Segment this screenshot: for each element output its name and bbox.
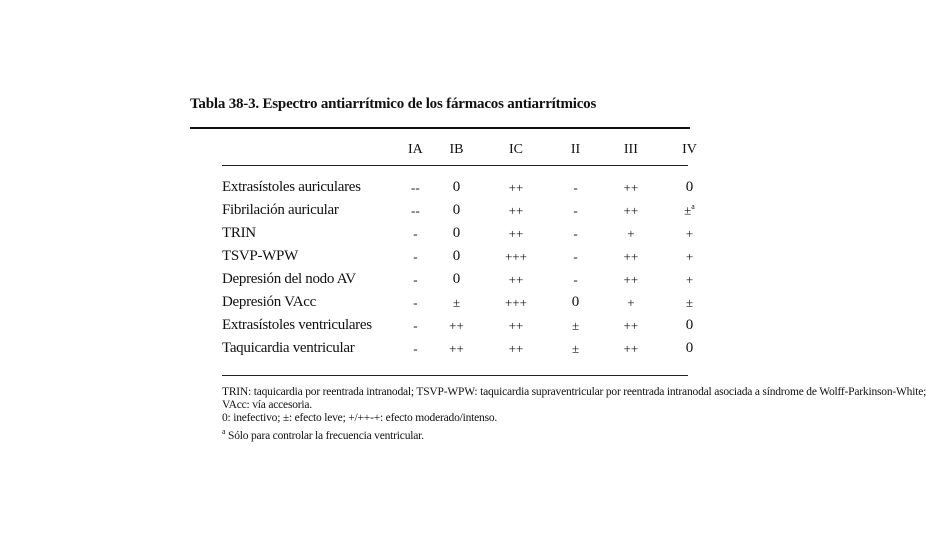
cell-ia: -- <box>411 179 420 195</box>
col-header-iii: III <box>623 142 638 157</box>
cell-ib: 0 <box>452 271 461 287</box>
col-header-ia: IA <box>407 142 423 157</box>
header-spacer <box>222 138 401 162</box>
table-row <box>222 337 720 360</box>
cell-ib: 0 <box>452 248 461 264</box>
cell-iv <box>659 199 720 222</box>
cell-iii: ++ <box>623 179 639 195</box>
cell-ii: - <box>573 248 578 264</box>
cell-ic: +++ <box>504 294 527 310</box>
cell-ic: ++ <box>508 179 524 195</box>
cell-iii: + <box>627 294 635 310</box>
table-row <box>222 245 720 268</box>
note-footnote-text: Sólo para controlar la frecuencia ventricular. <box>225 429 424 442</box>
col-header-ii: II <box>570 142 581 157</box>
row-label: Extrasístoles ventriculares <box>222 317 372 333</box>
cell-ib: ± <box>452 294 461 310</box>
table-row <box>222 268 720 291</box>
row-label: TSVP-WPW <box>222 248 298 264</box>
cell-iv: 0 <box>685 317 694 333</box>
table-notes <box>222 386 926 443</box>
cell-ib: ++ <box>449 317 464 333</box>
cell-iii: ++ <box>623 248 639 264</box>
cell-ii: ± <box>571 340 580 356</box>
cell-ia: - <box>413 317 418 333</box>
cell-iv: 0 <box>685 340 694 356</box>
cell-ia: - <box>413 248 418 264</box>
cell-ia: - <box>413 271 418 287</box>
cell-iv: ± <box>685 294 694 310</box>
cell-ib: 0 <box>452 202 461 218</box>
cell-iv-value: ± <box>684 202 692 218</box>
table-title: Tabla 38-3. Espectro antiarrítmico de los fármacos antiarrítmicos <box>190 96 597 112</box>
cell-iii: ++ <box>623 317 639 333</box>
cell-ib: 0 <box>452 179 461 195</box>
row-label: Fibrilación auricular <box>222 202 339 218</box>
cell-ii: ± <box>571 317 580 333</box>
note-footnote <box>222 425 692 443</box>
cell-ic: ++ <box>508 340 524 356</box>
table-row <box>222 162 720 199</box>
cell-ib: 0 <box>452 225 461 241</box>
col-header-ib: IB <box>449 142 464 157</box>
cell-ic: ++ <box>508 225 524 241</box>
note-abbrev-2: VAcc: vía accesoria. <box>222 399 312 411</box>
cell-ic: ++ <box>508 317 524 333</box>
cell-ic: ++ <box>508 271 524 287</box>
bottom-rule <box>222 375 688 376</box>
row-label: TRIN <box>222 225 256 241</box>
row-label: Taquicardia ventricular <box>222 340 355 356</box>
cell-ib: ++ <box>449 340 464 356</box>
cell-iii: ++ <box>623 340 639 356</box>
row-label: Depresión del nodo AV <box>222 271 356 287</box>
table-row <box>222 291 720 314</box>
cell-ii: 0 <box>571 294 580 310</box>
antiarrhythmic-table <box>222 138 720 360</box>
cell-iv: + <box>685 271 694 287</box>
cell-ia: -- <box>411 202 420 218</box>
cell-ia: - <box>413 225 418 241</box>
table-row <box>222 199 720 222</box>
col-header-ic: IC <box>508 142 523 157</box>
cell-iii: ++ <box>623 271 639 287</box>
cell-ia: - <box>413 294 418 310</box>
note-legend: 0: inefectivo; ±: efecto leve; +/++-+: efecto moderado/intenso. <box>222 412 498 424</box>
footnote-marker: a <box>691 202 695 212</box>
cell-iii: + <box>627 225 635 241</box>
header-row <box>222 138 720 162</box>
note-abbrev-1: TRIN: taquicardia por reentrada intranodal; TSVP-WPW: taquicardia supraventricular por reentrada intranodal asociada a síndrome de Wolff-Parkinson-White; <box>222 386 926 398</box>
top-rule <box>190 127 690 129</box>
cell-ic: ++ <box>508 202 524 218</box>
cell-ic: +++ <box>504 248 527 264</box>
cell-ia: - <box>413 340 418 356</box>
row-label: Extrasístoles auriculares <box>222 179 361 195</box>
cell-iv: + <box>685 248 694 264</box>
cell-ii: - <box>573 179 578 195</box>
note-footnote-marker: a <box>222 427 226 436</box>
table-row <box>222 314 720 337</box>
table-row <box>222 222 720 245</box>
cell-ii: - <box>573 271 578 287</box>
cell-iv: + <box>685 225 694 241</box>
cell-iv: 0 <box>685 179 694 195</box>
cell-ii: - <box>573 202 578 218</box>
cell-ii: - <box>573 225 578 241</box>
cell-iii: ++ <box>623 202 639 218</box>
col-header-iv: IV <box>682 142 697 157</box>
row-label: Depresión VAcc <box>222 294 316 310</box>
